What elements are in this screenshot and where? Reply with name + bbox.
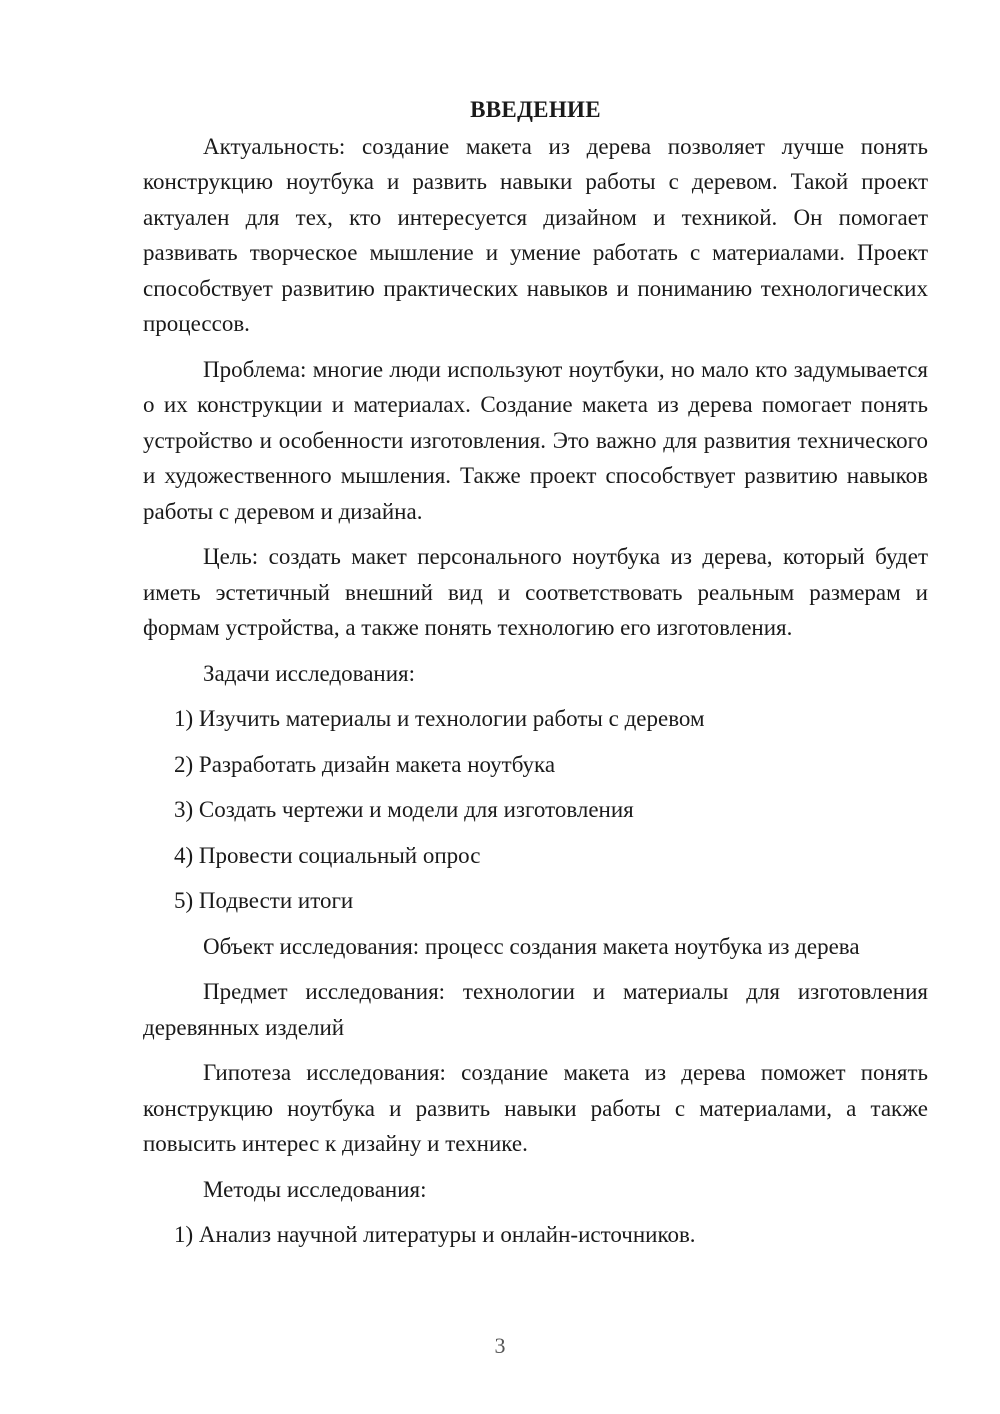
method-item-1: 1) Анализ научной литературы и онлайн-источников. (174, 1222, 696, 1247)
page-number: 3 (494, 1333, 506, 1358)
task-item-2: 2) Разработать дизайн макета ноутбука (174, 751, 556, 777)
task-item-3: 3) Создать чертежи и модели для изготовления (174, 797, 634, 822)
task-item-5: 5) Подвести итоги (174, 888, 354, 913)
methods-heading: Методы исследования: (203, 1176, 427, 1202)
paragraph-problem: Проблема: многие люди используют ноутбуки, но мало кто задумывается о их конструкции и материалах. Создание макета из дерева помогает понять устройство и особенности изготовления. Это важно для развития технического и художественного мышления. Также проект способствует развитию навыков работы с деревом и дизайна. (143, 356, 928, 524)
paragraph-object: Объект исследования: процесс создания макета ноутбука из дерева (203, 933, 860, 959)
task-item-4: 4) Провести социальный опрос (174, 842, 481, 868)
paragraph-relevance: Актуальность: создание макета из дерева позволяет лучше понять конструкцию ноутбука и развить навыки работы с деревом. Такой проект актуален для тех, кто интересуется дизайном и техникой. Он помогает развивать творческое мышление и умение работать с материалами. Проект способствует развитию практических навыков и пониманию технологических процессов. (143, 133, 928, 336)
paragraph-subject: Предмет исследования: технологии и материалы для изготовления деревянных изделий (143, 979, 928, 1040)
page-content (143, 92, 928, 1263)
tasks-heading: Задачи исследования: (203, 660, 416, 686)
paragraph-hypothesis: Гипотеза исследования: создание макета из дерева поможет понять конструкцию ноутбука и развить навыки работы с материалами, а также повысить интерес к дизайну и технике. (143, 1060, 928, 1156)
page-title: ВВЕДЕНИЕ (470, 97, 601, 122)
task-item-1: 1) Изучить материалы и технологии работы с деревом (174, 706, 705, 731)
paragraph-goal: Цель: создать макет персонального ноутбука из дерева, который будет иметь эстетичный внешний вид и соответствовать реальным размерам и формам устройства, а также понять технологию его изготовления. (143, 544, 928, 640)
